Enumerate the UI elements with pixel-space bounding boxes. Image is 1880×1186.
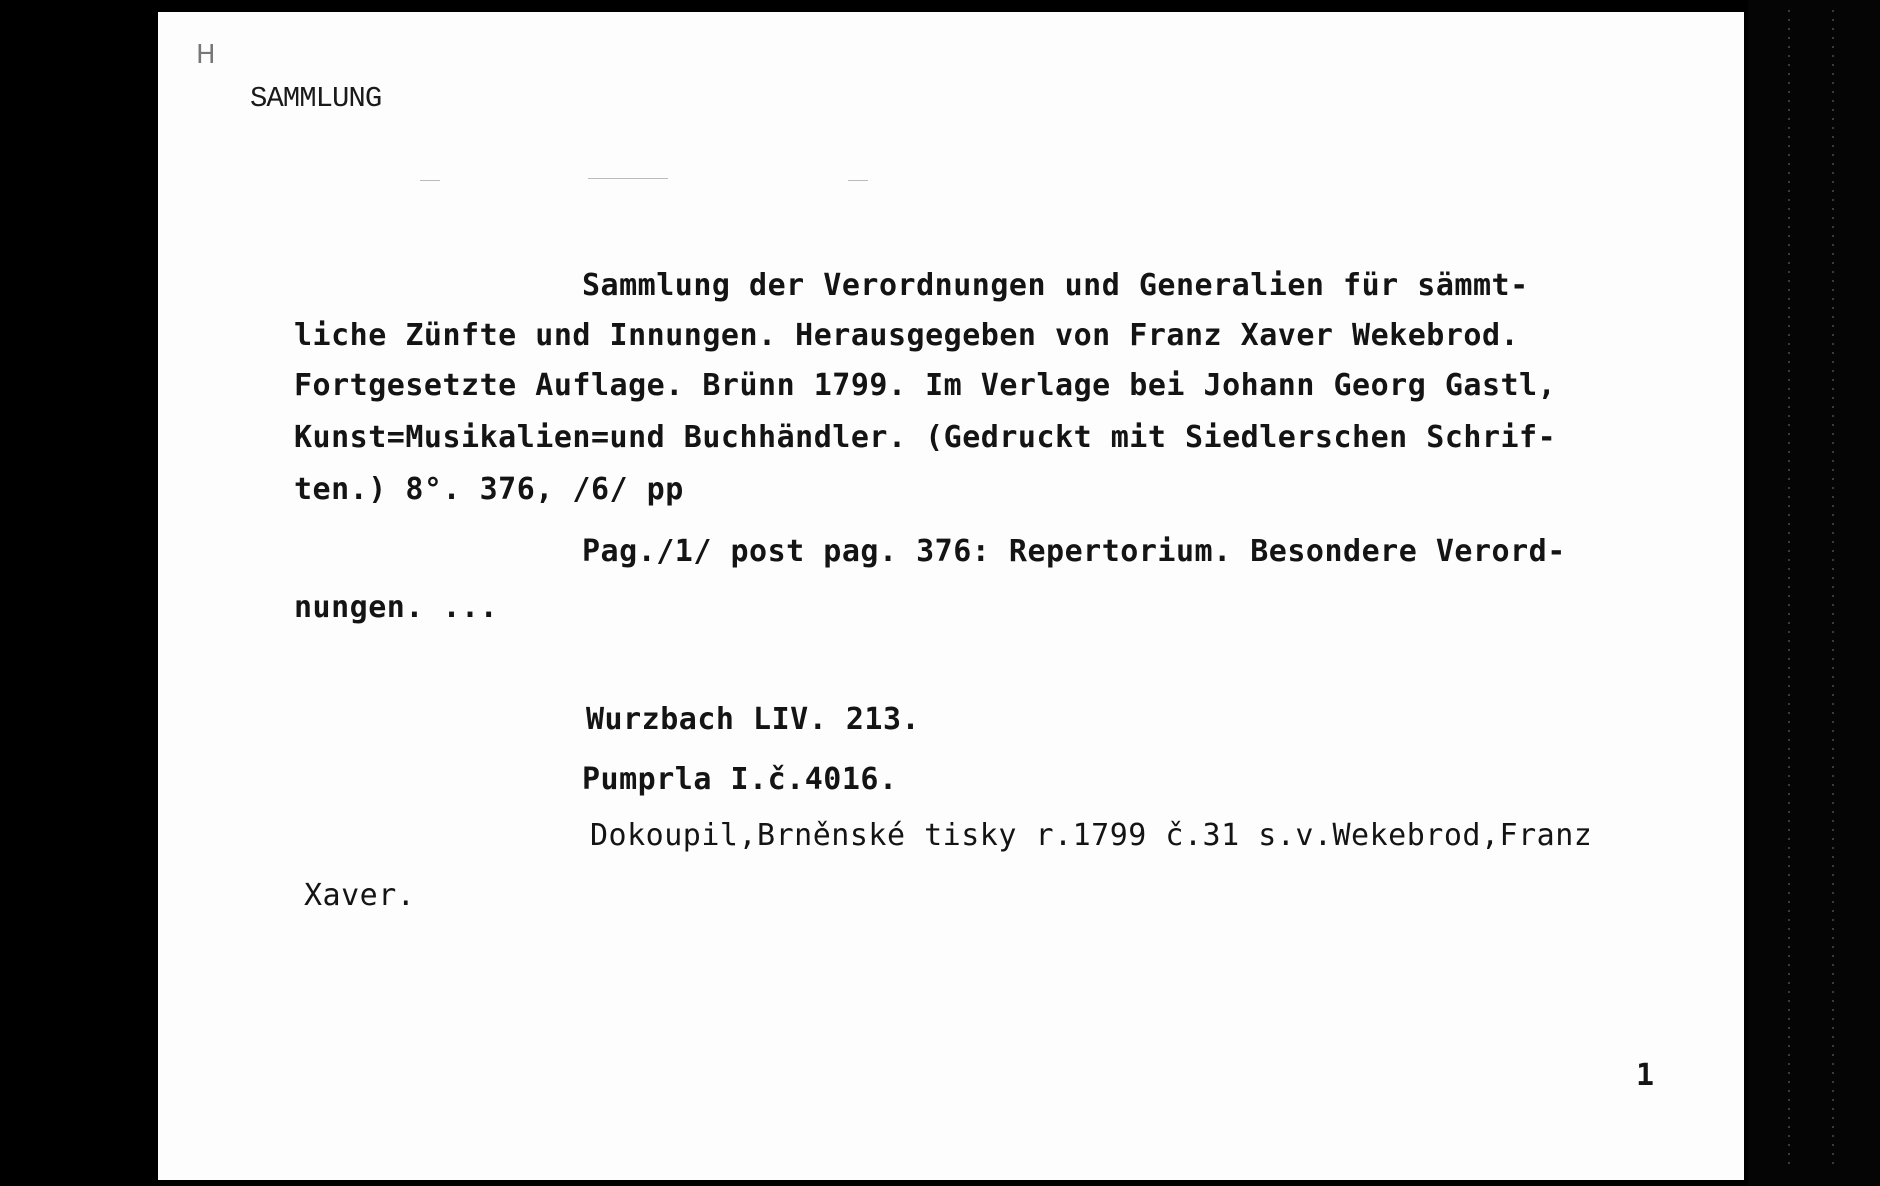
- smudge-mark: [420, 180, 440, 181]
- body-line: Fortgesetzte Auflage. Brünn 1799. Im Verlage bei Johann Georg Gastl,: [294, 368, 1557, 403]
- body-line: Sammlung der Verordnungen und Generalien für sämmt-: [582, 268, 1529, 303]
- film-edge: [1748, 0, 1880, 1186]
- smudge-mark: [588, 178, 668, 179]
- note-line: Pag./1/ post pag. 376: Repertorium. Besondere Verord-: [582, 534, 1566, 569]
- body-line: ten.) 8°. 376, /6/ pp: [294, 472, 684, 507]
- reference-line: Xaver.: [304, 878, 416, 913]
- note-line: nungen. ...: [294, 590, 499, 625]
- catalog-card: [158, 12, 1744, 1180]
- reference-line: Dokoupil,Brněnské tisky r.1799 č.31 s.v.Wekebrod,Franz: [590, 818, 1593, 853]
- card-heading: SAMMLUNG: [250, 82, 382, 115]
- reference-line: Pumprla I.č.4016.: [582, 762, 898, 797]
- body-line: liche Zünfte und Innungen. Herausgegeben von Franz Xaver Wekebrod.: [294, 318, 1520, 353]
- body-line: Kunst=Musikalien=und Buchhändler. (Gedruckt mit Siedlerschen Schrif-: [294, 420, 1557, 455]
- page-number: 1: [1636, 1058, 1655, 1093]
- corner-mark: H: [196, 40, 216, 70]
- reference-line: Wurzbach LIV. 213.: [586, 702, 921, 737]
- smudge-mark: [848, 180, 868, 181]
